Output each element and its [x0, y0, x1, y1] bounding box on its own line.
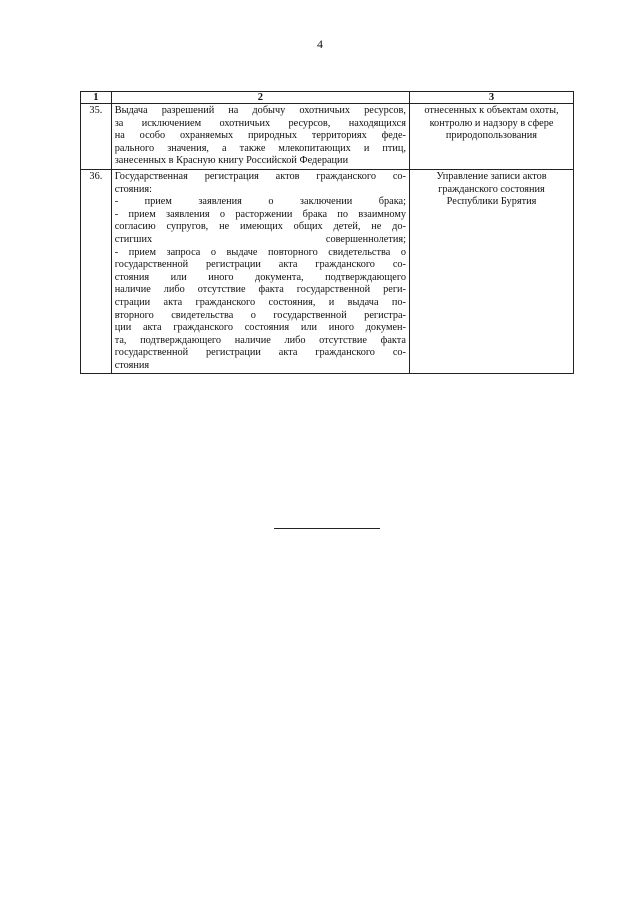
organization-line: контролю и надзору в сфере	[429, 117, 554, 129]
end-of-document-line	[274, 528, 380, 529]
page-number: 4	[317, 37, 323, 51]
description-line: занесенных в Красную книгу Российской Федерации	[114, 155, 349, 167]
column-header-3: 3	[409, 92, 573, 104]
column-header-1: 1	[81, 92, 112, 104]
organization-cell	[409, 104, 573, 170]
description-line: рального значения, а также млекопитающих и птиц,	[114, 142, 406, 154]
description-line: государственной регистрации акта гражданского со-	[114, 347, 406, 359]
description-line: наличие либо отсутствие факта государственной реги-	[114, 284, 406, 296]
row-number-cell: 36.	[81, 169, 112, 374]
description-line: Государственная регистрация актов гражданского со-	[114, 170, 406, 182]
service-description-cell	[111, 169, 409, 374]
description-line: Выдача разрешений на добычу охотничьих ресурсов,	[114, 105, 406, 116]
organization-line: Управление записи актов	[436, 170, 547, 182]
description-line: стояния или иного документа, подтверждающего	[114, 271, 406, 283]
organization-line: природопользования	[445, 130, 538, 142]
description-line: - прием запроса о выдаче повторного свидетельства о	[114, 246, 406, 258]
description-line: на особо охраняемых природных территориях феде-	[114, 130, 406, 142]
services-table	[80, 91, 574, 374]
description-line: страции акта гражданского состояния, и выдача по-	[114, 296, 406, 308]
description-line: - прием заявления о заключении брака;	[114, 196, 406, 208]
description-line: за исключением охотничьих ресурсов, находящихся	[114, 117, 406, 129]
description-line: стигших совершеннолетия;	[114, 233, 406, 245]
service-description-cell	[111, 104, 409, 170]
description-line: согласию супругов, не имеющих общих детей, не до-	[114, 221, 406, 233]
table-row	[81, 169, 574, 374]
organization-line: Республики Бурятия	[446, 196, 537, 208]
description-line: - прием заявления о расторжении брака по взаимному	[114, 208, 406, 220]
organization-line: отнесенных к объектам охоты,	[424, 105, 559, 116]
description-line: стояния:	[114, 183, 152, 195]
description-line: ции акта гражданского состояния или иного докумен-	[114, 322, 406, 334]
description-line: государственной регистрации акта гражданского со-	[114, 259, 406, 271]
table-row	[81, 104, 574, 170]
description-line: вторного свидетельства о государственной регистра-	[114, 309, 406, 321]
row-number-cell: 35.	[81, 104, 112, 170]
organization-line: гражданского состояния	[438, 183, 545, 195]
column-header-2: 2	[111, 92, 409, 104]
description-line: та, подтверждающего наличие либо отсутствие факта	[114, 334, 406, 346]
organization-cell	[409, 169, 573, 374]
table-header-row	[81, 92, 574, 104]
description-line: стояния	[114, 359, 150, 371]
